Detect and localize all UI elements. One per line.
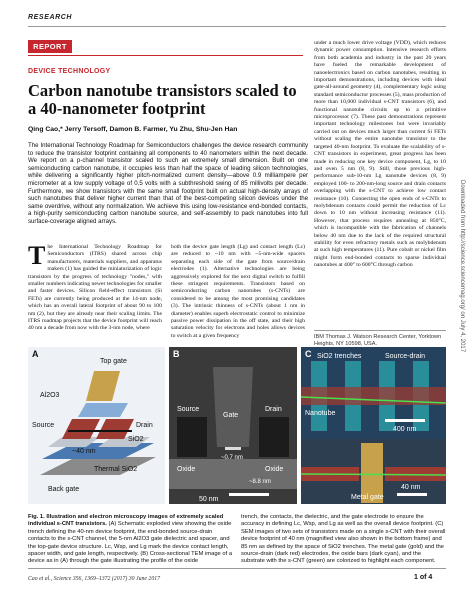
affiliation-rule [314,330,446,331]
label-b-lg: ~0.7 nm [221,455,243,461]
caption-left-text: (A) Schematic exploded view showing the oxide trench defining the 40-nm device footprint, the end-bonded source-drain contacts to the s-CNT channel, the 5-nm Al2O3 gate dielectric and spacer, and the top-gate device structure. Lc, Wsp, and Lg mark the device contact length, spacer width, and gate length, respectively. (B) Cross-sectional TEM image of a device as in (A) through the gate illustrating the profile of the oxide [28,521,233,565]
label-c-source-drain: Source-drain [385,353,426,360]
panel-b-label: B [173,349,180,359]
label-back-gate: Back gate [48,486,80,493]
body-column-1 [28,241,162,333]
download-link[interactable]: Downloaded from http://science.sciencemag.org/ on July 4, 2017 [459,180,465,353]
body-text-1: he International Technology Roadmap for Semiconductors (ITRS) shared across chip manufacturers, materials suppliers, and apparatus makers (1) has guided the miniaturization of logic transistors by the progress of technology "nodes," with smaller numbers indicating newer technologies for smaller and faster devices. Silicon field-effect transistors (Si FETs) are currently being produced at the 14-nm node, which has an overall lateral footprint of about 90 to 100 nm (2), but they are already near their scaling limits. The ITRS roadmap projects that the device footprint will reach 40 nm a decade from now with the 3-nm node, where [28,244,162,332]
caption-left [28,514,233,566]
figure-panel-a [28,347,165,504]
article-authors: Qing Cao,* Jerry Tersoff, Damon B. Farmer, Yu Zhu, Shu-Jen Han [28,126,238,133]
source-region [177,417,207,457]
article-section: DEVICE TECHNOLOGY [28,68,111,75]
label-source: Source [32,422,55,429]
top-rule [28,26,446,27]
scale-bar-c-top [385,419,425,422]
panel-a-label: A [32,349,39,359]
download-watermark [455,180,465,520]
panel-b-tem-image [169,347,297,504]
footer-rule [28,568,446,569]
label-sio2: SiO2 [128,436,144,443]
gate-region [213,367,253,447]
article-abstract: The International Technology Roadmap for Semiconductors challenges the device research community to reduce the transistor footprint containing all components to 40 nanometers within the next decade. We report on a p-channel transistor scaled to such an extremely small dimension. Built on one semiconducting carbon nanotube, it occupies less than half the space of leading silicon technologies, while delivering a significantly higher pitch-normalized current density—above 0.9 milliampere per micrometer at a low supply voltage of 0.5 volts with a subthreshold swing of 85 millivolts per decade. Furthermore, we show transistors with the same small footprint built on actual high-density arrays of such nanotubes that deliver higher current than that of the best-competing silicon devices under the same overdrive, without any normalization. We achieve this using low-resistance end-bonded contacts, a high-purity semiconducting carbon nanotube source, and self-assembly to pack nanotubes into full surface-coverage aligned arrays. [28,142,308,225]
caption-title: Fig. 1. Illustration and electron microscopy images of extremely scaled individual s-CNT transistors. [28,514,224,528]
drain-region [259,417,289,457]
label-b-drain: Drain [265,406,282,413]
badge-rule [28,55,303,56]
label-thermal-sio2: Thermal SiO2 [94,466,138,473]
drop-cap: T [28,241,46,270]
label-drain: Drain [136,422,153,429]
source-contact [62,419,100,439]
figure-panel-c [301,347,446,504]
label-c-40nm: 40 nm [401,484,421,491]
label-top-gate: Top gate [100,358,127,365]
label-b-scale: 50 nm [199,496,219,503]
journal-section-label: RESEARCH [28,14,73,21]
caption-right-text: trench, the contacts, the dielectric, and the gate electrode to ensure the accuracy in defining Lc, Wsp, and Lg as well as the overall device footprint. (C) SEM images of two sets of transistors made on a single s-CNT with their overall device footprint of 40 nm (magnified view also shown in the bottom frame) and 85 nm as defined by the space of SiO2 trenches. The metal gate (gold) and the source-drain (dark red) electrodes, the oxide bars (dark cyan), and the substrate with the s-CNT (green) are colorized to highlight each component. [241,514,446,565]
panel-c-sem-image [301,347,446,504]
scale-bar-b [229,493,269,496]
label-al2o3: Al2O3 [40,392,60,399]
label-c-400nm: 400 nm [393,426,417,433]
body-column-2: both the device gate length (Lg) and contact length (Lc) are reduced to ~10 nm with ~5-nm-wide spacers separating each side of the gate from source/drain electrodes (1). Alternative technologies are being aggressively explored for the next digital switch to fulfill these stringent requirements. Transistors based on semiconducting carbon nanotubes (s-CNTs) are considered to be among the most promising candidates (3). The intrinsic thinness of s-CNTs (about 1 nm in diameter) enables superb electrostatic control to minimize passive power dissipation in the off state, and their high saturation velocity for electrons and holes allows devices to switch at a given frequency [171,244,305,339]
scale-bar-c-bottom [397,493,427,496]
figure-panel-b [169,347,297,504]
oxide-region [169,459,297,489]
label-c-nanotube: Nanotube [305,410,336,417]
label-b-lc: ~8.8 nm [249,479,271,485]
nanotube-spot [225,447,241,450]
footer-citation: Cao et al., Science 356, 1369–1372 (2017) 30 June 2017 [28,576,161,582]
label-c-trenches: SiO2 trenches [317,353,362,360]
label-b-oxide-left: Oxide [177,466,196,473]
panel-a-schematic [28,347,165,504]
top-gate-block [86,371,120,401]
affiliation-text: IBM Thomas J. Watson Research Center, Yorktown Heights, NY 10598, USA. [314,334,442,347]
body-column-3: under a much lower drive voltage (VDD), which reduces dynamic power consumption. Intensive research efforts from both academia and industry in the past 20 years have fueled the remarkable development of nanoelectronics based on carbon nanotubes, resulting in important demonstrations, including devices with ideal gate-all-around geometry (4), complementary logic using standard semiconductor processes (5), mass production of more than 10,000 individual s-CNT transistors (6), and functional nanotube circuits up to a primitive microprocessor (7). These past demonstrations represent important technology milestones but were invariably carried out on devices much larger than current Si FETs without scaling the entire nanotube transistor to the targeted 40-nm footprint. To evaluate the scalability of s-CNT transistors in experiment, great progress has been made in reducing one key device component, Lg, to 10 and even 5 nm (8, 9). Still, those previous high-performance sub-10-nm Lg nanotube devices (8, 9) employed 100- to 200-nm-long source and drain contacts overlapping with the s-CNT to achieve low contact resistance (10). Connecting the open ends of s-CNTs to molybdenum contacts could permit the reduction of Lc down to 10 nm without increasing resistance (11). However, that process requires annealing at 850°C, which is incompatible with the fabrication of channels below 40 nm due to the lack of the required structural stability for even refractory metals such as molybdenum at such high temperatures (11). Pure cobalt or nickel film might form end-bonded contacts to sparse individual nanotubes at 400° to 600°C through carbon [314,40,446,269]
figure-1 [28,347,446,504]
panel-c-label: C [305,349,312,359]
label-b-source: Source [177,406,200,413]
al2o3-layer [78,403,128,417]
report-badge: REPORT [28,40,72,53]
page-number: 1 of 4 [414,574,433,581]
label-b-gate: Gate [223,412,239,419]
label-b-oxide-right: Oxide [265,466,284,473]
nanotube-line-zoom [301,474,446,475]
label-40nm: ~40 nm [72,448,96,455]
article-title: Carbon nanotube transistors scaled to a 40-nanometer footprint [28,81,297,118]
label-c-metal-gate: Metal gate [351,494,384,501]
